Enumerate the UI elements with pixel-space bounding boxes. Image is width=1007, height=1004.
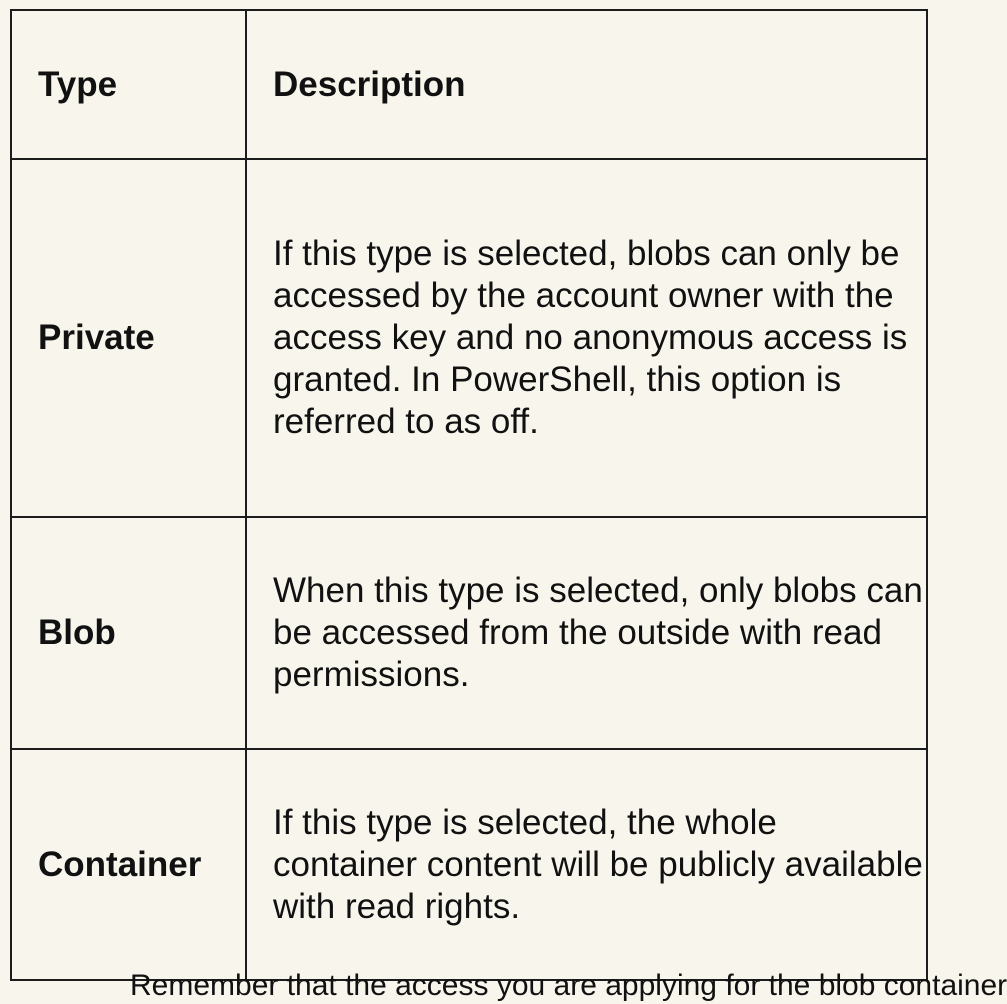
- cut-off-footer-line: Remember that the access you are applying for the blob container: [130, 969, 1007, 1002]
- type-cell-container: Container: [11, 749, 246, 980]
- table-row: [11, 517, 927, 749]
- header-type: Type: [11, 10, 246, 159]
- table-row: [11, 749, 927, 980]
- description-cell-private: If this type is selected, blobs can only be accessed by the account owner with the access key and no anonymous access is granted. In PowerShell, this option is referred to as off.: [246, 159, 927, 517]
- table-row: [11, 159, 927, 517]
- type-cell-blob: Blob: [11, 517, 246, 749]
- cut-off-footer-text: [130, 969, 1007, 1002]
- type-cell-private: Private: [11, 159, 246, 517]
- table-header-row: [11, 10, 927, 159]
- header-description: Description: [246, 10, 927, 159]
- access-types-table: [10, 9, 928, 981]
- description-cell-container: If this type is selected, the whole container content will be publicly available with read rights.: [246, 749, 927, 980]
- description-cell-blob: When this type is selected, only blobs can be accessed from the outside with read permissions.: [246, 517, 927, 749]
